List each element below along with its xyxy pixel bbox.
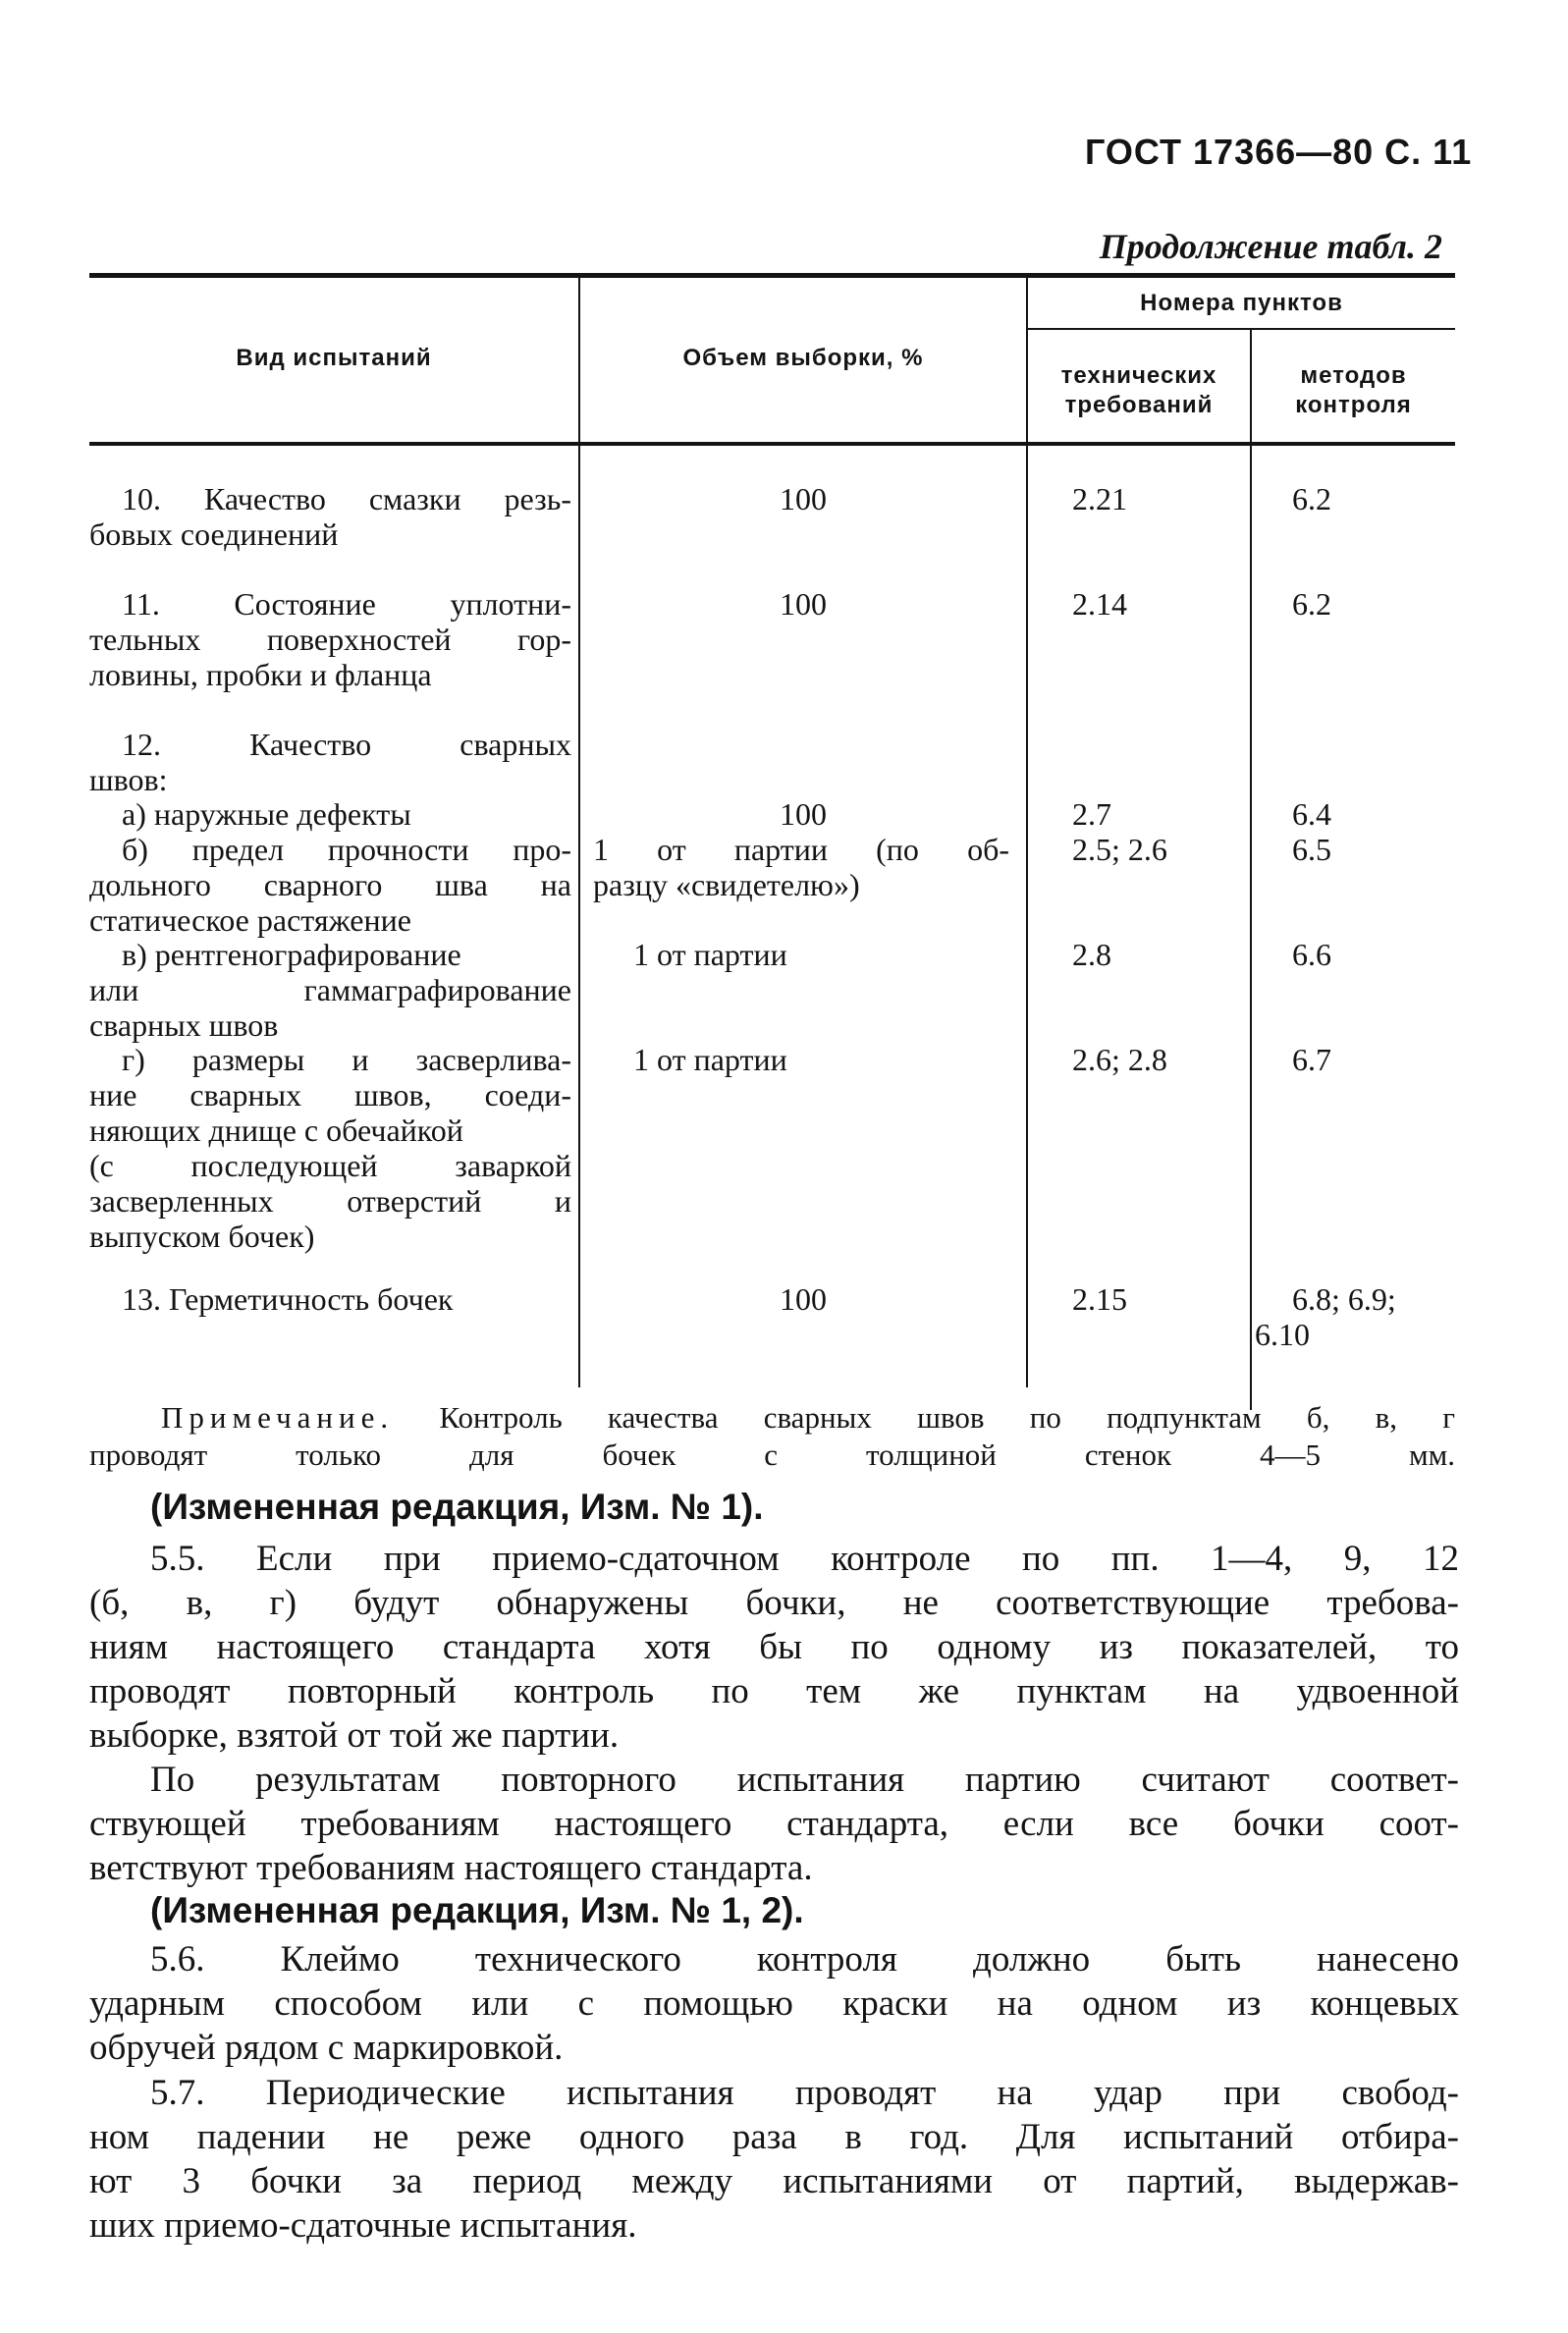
page-header: ГОСТ 17366—80 С. 11	[1085, 132, 1473, 172]
test-name-cell: г) размеры и засверлива- ние сварных швов, соеди- няющих днище с обечайкой (с последующей заваркой засверленных отверстий и выпуском бочек)	[89, 1042, 571, 1254]
sample-size-cell: 1 от партии	[633, 1042, 787, 1077]
control-method-cell: 6.4	[1292, 796, 1331, 832]
control-method-cell: 6.7	[1292, 1042, 1331, 1077]
technical-requirement-cell: 2.5; 2.6	[1072, 832, 1167, 867]
control-method-cell: 6.5	[1292, 832, 1331, 867]
sample-size-cell: 1 от партии (по об- разцу «свидетелю»)	[593, 832, 1009, 902]
clause-5-5: 5.5. Если при приемо-сдаточном контроле по пп. 1—4, 9, 12 (б, в, г) будут обнаружены бочки, не соответствующие требова- ниям настоящего стандарта хотя бы по одному из показателей, то проводят повторный контроль по тем же пунктам на удвоенной выборке, взятой от той же партии.	[89, 1539, 1459, 1756]
amendment-note: (Измененная редакция, Изм. № 1, 2).	[150, 1890, 804, 1930]
sample-size-cell: 100	[780, 796, 827, 832]
column-header-sample-size: Объем выборки, %	[682, 345, 924, 371]
column-header-technical-requirements: технических требований	[1060, 362, 1217, 418]
technical-requirement-cell: 2.21	[1072, 481, 1127, 516]
control-method-cell: 6.8; 6.9; 6.10	[1255, 1281, 1396, 1352]
clause-5-7: 5.7. Периодические испытания проводят на удар при свобод- ном падении не реже одного раза в год. Для испытаний отбира- ют 3 бочки за период между испытаниями от партий, выдержав- ших приемо-сдаточные испытания.	[89, 2073, 1459, 2246]
control-method-cell: 6.2	[1292, 586, 1331, 622]
sample-size-cell: 100	[780, 586, 827, 622]
sample-size-cell: 100	[780, 1281, 827, 1317]
control-method-cell: 6.2	[1292, 481, 1331, 516]
column-divider	[1026, 278, 1028, 1387]
header-subrule	[1026, 328, 1455, 330]
column-header-control-methods: методов контроля	[1295, 362, 1412, 418]
table-top-rule	[89, 273, 1455, 278]
technical-requirement-cell: 2.6; 2.8	[1072, 1042, 1167, 1077]
technical-requirement-cell: 2.14	[1072, 586, 1127, 622]
column-header-item-numbers: Номера пунктов	[1140, 290, 1343, 316]
note-label: Примечание.	[161, 1400, 395, 1435]
test-name-cell: а) наружные дефекты	[122, 796, 411, 832]
technical-requirement-cell: 2.15	[1072, 1281, 1127, 1317]
test-name-cell: 13. Герметичность бочек	[122, 1281, 454, 1317]
test-name-cell: 10. Качество смазки резь- бовых соединений	[89, 481, 571, 552]
note-text: Контроль качества сварных швов по подпунктам б, в, г	[439, 1400, 1455, 1435]
amendment-note: (Измененная редакция, Изм. № 1).	[150, 1487, 764, 1527]
table-continuation-label: Продолжение табл. 2	[1099, 227, 1442, 266]
clause-5-5-repeat-test: По результатам повторного испытания партию считают соответ- ствующей требованиям настоящего стандарта, если все бочки соот- ветствуют требованиям настоящего стандарта.	[89, 1760, 1459, 1888]
sample-size-cell: 1 от партии	[633, 937, 787, 972]
control-method-cell: 6.6	[1292, 937, 1331, 972]
column-header-test-type: Вид испытаний	[236, 345, 432, 371]
technical-requirement-cell: 2.8	[1072, 937, 1111, 972]
sample-size-cell: 100	[780, 481, 827, 516]
note-text: проводят только для бочек с толщиной стенок 4—5 мм.	[89, 1438, 1455, 1472]
column-divider	[578, 278, 580, 1387]
test-name-cell: 11. Состояние уплотни- тельных поверхностей гор- ловины, пробки и фланца	[89, 586, 571, 692]
column-divider	[1250, 330, 1252, 1410]
table-note	[89, 1399, 1455, 1474]
test-name-cell: 12. Качество сварных швов:	[89, 727, 571, 797]
test-name-cell: б) предел прочности про- дольного сварного шва на статическое растяжение	[89, 832, 571, 938]
technical-requirement-cell: 2.7	[1072, 796, 1111, 832]
test-name-cell: в) рентгенографирование или гаммаграфирование сварных швов	[89, 937, 571, 1043]
clause-5-6: 5.6. Клеймо технического контроля должно быть нанесено ударным способом или с помощью краски на одном из концевых обручей рядом с маркировкой.	[89, 1939, 1459, 2068]
